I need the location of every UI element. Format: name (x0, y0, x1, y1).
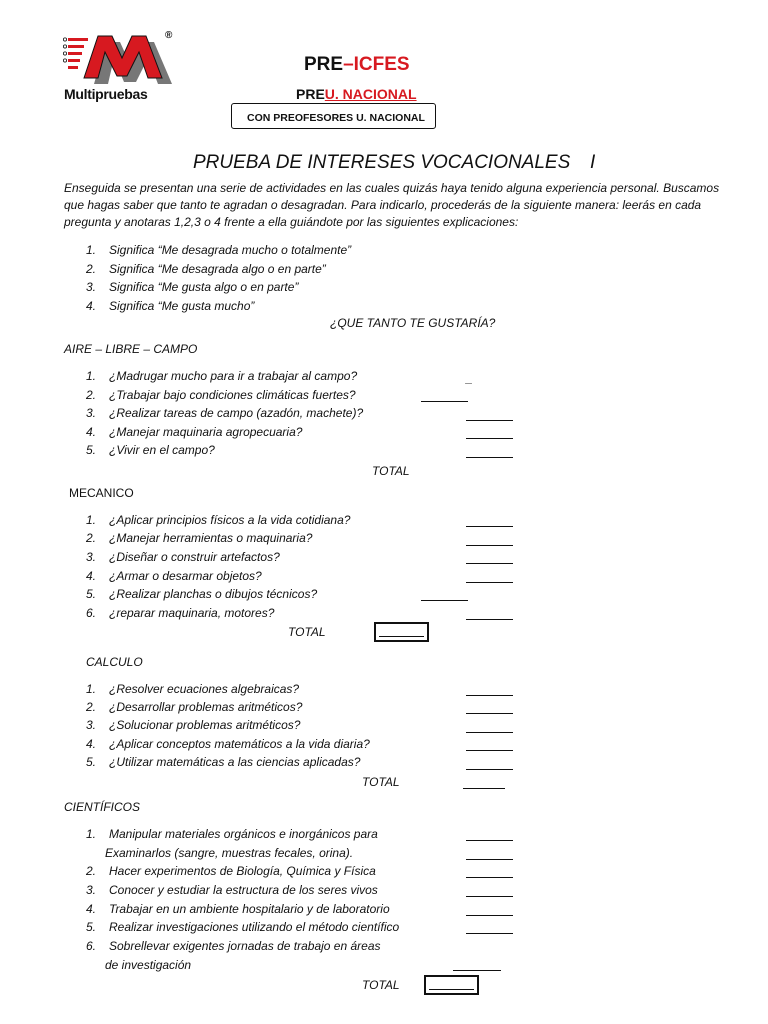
item-text: Manipular materiales orgánicos e inorgánicos para (109, 827, 378, 841)
item-num: 1. (86, 682, 97, 696)
header-icfes-text: ICFES (353, 54, 410, 75)
answer-line[interactable] (466, 582, 513, 583)
answer-line[interactable] (466, 438, 513, 439)
item-num: 2. (86, 700, 97, 714)
item-text: ¿Manejar herramientas o maquinaria? (109, 531, 313, 545)
scale-item: Significa “Me desagrada algo o en parte” (109, 262, 326, 276)
answer-line[interactable] (466, 526, 513, 527)
item-text: Realizar investigaciones utilizando el método científico (109, 920, 400, 934)
answer-line[interactable] (466, 769, 513, 770)
item-text: ¿Vivir en el campo? (109, 443, 215, 457)
answer-line[interactable] (466, 896, 513, 897)
item-text: ¿Manejar maquinaria agropecuaria? (109, 425, 303, 439)
item-text: Trabajar en un ambiente hospitalario y de laboratorio (109, 902, 390, 916)
item-num: 1. (86, 369, 97, 383)
answer-line[interactable] (466, 713, 513, 714)
item-num: 3. (86, 550, 97, 564)
answer-line[interactable] (453, 970, 501, 971)
page-title-roman: I (590, 152, 596, 173)
item-text-continuation: de investigación (105, 958, 192, 972)
item-text: ¿Trabajar bajo condiciones climáticas fuertes? (109, 388, 356, 402)
answer-line[interactable] (421, 600, 468, 601)
answer-blank-marker: _ (466, 371, 473, 385)
item-num: 5. (86, 920, 97, 934)
answer-line[interactable] (466, 859, 513, 860)
item-num: 6. (86, 606, 97, 620)
item-text: ¿Realizar tareas de campo (azadón, machete)? (109, 406, 364, 420)
scale-item: Significa “Me gusta algo o en parte” (109, 280, 299, 294)
scale-num: 2. (86, 262, 97, 276)
header-boxed-text: CON PREOFESORES U. NACIONAL (247, 112, 425, 124)
item-num: 3. (86, 883, 97, 897)
scale-num: 3. (86, 280, 97, 294)
scale-item: Significa “Me gusta mucho” (109, 299, 255, 313)
item-num: 1. (86, 827, 97, 841)
answer-line[interactable] (466, 619, 513, 620)
item-num: 4. (86, 569, 97, 583)
section-title-mecanico: MECANICO (69, 486, 134, 500)
scale-item: Significa “Me desagrada mucho o totalmente” (109, 243, 352, 257)
page-title: PRUEBA DE INTERESES VOCACIONALES (193, 152, 571, 173)
answer-line[interactable] (466, 420, 513, 421)
answer-line[interactable] (466, 732, 513, 733)
item-text: ¿Diseñar o construir artefactos? (109, 550, 280, 564)
item-text-continuation: Examinarlos (sangre, muestras fecales, orina). (105, 846, 354, 860)
scale-num: 4. (86, 299, 97, 313)
total-label: TOTAL (362, 978, 400, 992)
item-text: ¿reparar maquinaria, motores? (109, 606, 275, 620)
item-num: 5. (86, 443, 97, 457)
item-text: ¿Utilizar matemáticas a las ciencias aplicadas? (109, 755, 361, 769)
item-text: ¿Aplicar conceptos matemáticos a la vida diaria? (109, 737, 370, 751)
answer-line[interactable] (466, 563, 513, 564)
header-u-nacional-text: U. NACIONAL (324, 86, 417, 102)
item-num: 2. (86, 864, 97, 878)
item-text: ¿Desarrollar problemas aritméticos? (109, 700, 303, 714)
item-text: ¿Solucionar problemas aritméticos? (109, 718, 301, 732)
item-text: ¿Resolver ecuaciones algebraicas? (109, 682, 300, 696)
answer-line[interactable] (466, 915, 513, 916)
item-text: ¿Realizar planchas o dibujos técnicos? (109, 587, 318, 601)
header-pre-text: PRE (304, 54, 344, 75)
answer-line[interactable] (466, 545, 513, 546)
total-line[interactable] (463, 788, 505, 789)
logo-brand-text: Multipruebas (64, 86, 148, 102)
answer-line[interactable] (466, 457, 513, 458)
question-prompt: ¿QUE TANTO TE GUSTARÍA? (330, 316, 496, 330)
multipruebas-logo (62, 30, 182, 106)
header-dash: – (343, 54, 354, 75)
item-num: 6. (86, 939, 97, 953)
answer-line[interactable] (466, 695, 513, 696)
section-title-calculo: CALCULO (86, 655, 143, 669)
item-num: 3. (86, 406, 97, 420)
answer-line[interactable] (421, 401, 468, 402)
header-pre2-text: PRE (296, 86, 325, 102)
item-text: ¿Armar o desarmar objetos? (109, 569, 262, 583)
item-text: Hacer experimentos de Biología, Química y Física (109, 864, 376, 878)
item-num: 2. (86, 531, 97, 545)
answer-line[interactable] (466, 750, 513, 751)
item-num: 5. (86, 587, 97, 601)
item-num: 2. (86, 388, 97, 402)
total-label: TOTAL (372, 464, 410, 478)
total-label: TOTAL (362, 775, 400, 789)
total-box[interactable] (374, 622, 429, 642)
item-num: 4. (86, 902, 97, 916)
answer-line[interactable] (466, 877, 513, 878)
header-pre-u-nacional (296, 86, 417, 102)
item-num: 1. (86, 513, 97, 527)
multipruebas-m-icon (62, 30, 182, 90)
item-text: Conocer y estudiar la estructura de los seres vivos (109, 883, 378, 897)
item-num: 3. (86, 718, 97, 732)
total-label: TOTAL (288, 625, 326, 639)
intro-paragraph: Enseguida se presentan una serie de actividades en las cuales quizás haya tenido alguna experiencia personal. Buscamos que hagas saber que tanto te agradan o desagradan. Para indicarlo, procederás de la siguiente manera: leerás en cada pregunta y anotaras 1,2,3 o 4 frente a ella guiándote por las siguientes explicaciones: (64, 181, 720, 229)
header-pre-icfes (304, 54, 410, 76)
registered-mark: ® (165, 30, 173, 41)
item-num: 5. (86, 755, 97, 769)
answer-line[interactable] (466, 933, 513, 934)
item-text: ¿Madrugar mucho para ir a trabajar al campo? (109, 369, 358, 383)
total-box[interactable] (424, 975, 479, 995)
answer-line[interactable] (466, 840, 513, 841)
section-title-cientificos: CIENTÍFICOS (64, 800, 141, 814)
scale-num: 1. (86, 243, 97, 257)
section-title-aire: AIRE – LIBRE – CAMPO (64, 342, 198, 356)
item-num: 4. (86, 737, 97, 751)
item-num: 4. (86, 425, 97, 439)
item-text: ¿Aplicar principios físicos a la vida cotidiana? (109, 513, 351, 527)
item-text: Sobrellevar exigentes jornadas de trabajo en áreas (109, 939, 381, 953)
